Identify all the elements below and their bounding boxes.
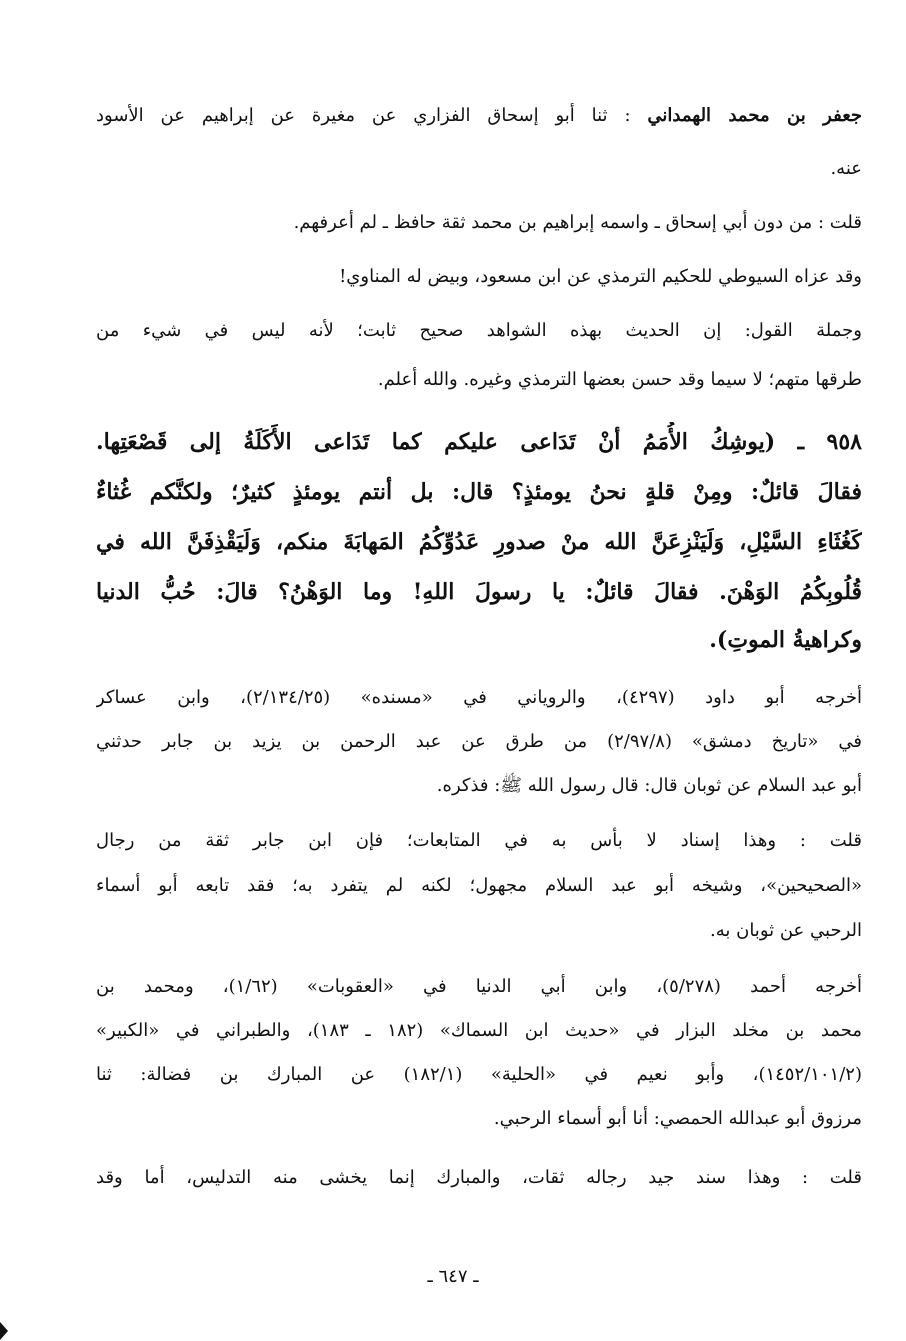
paragraph-2-line-1: قلت : من دون أبي إسحاق ـ واسمه إبراهيم بن محمد ثقة حافظ ـ لم أعرفهم.	[293, 212, 862, 233]
paragraph-8-line-1: قلت : وهذا سند جيد رجاله ثقات، والمبارك إنما يخشى منه التدليس، أما وقد	[96, 1167, 862, 1188]
paragraph-7-line-4: مرزوق أبو عبدالله الحمصي: أنا أبو أسماء الرحبي.	[493, 1108, 862, 1129]
hadith-line-5: وكراهيةُ الموتِ).	[709, 627, 862, 653]
narrator-name: جعفر بن محمد الهمداني	[647, 105, 862, 126]
hadith-line-4: قُلُوبِكُمُ الوَهْنَ. فقالَ قائلٌ: يا رسولَ اللهِ! وما الوَهْنُ؟ قالَ: حُبُّ الدنيا	[96, 579, 862, 605]
hadith-line-1: ٩٥٨ ـ (يوشِكُ الأُمَمُ أنْ تَدَاعى عليكم كما تَدَاعى الأَكَلَةُ إلى قَصْعَتِها.	[96, 429, 862, 455]
paragraph-6-line-1: قلت : وهذا إسناد لا بأس به في المتابعات؛ فإن ابن جابر ثقة من رجال	[96, 830, 862, 851]
hadith-line-2: فقالَ قائلٌ: ومِنْ قلةٍ نحنُ يومئذٍ؟ قال: بل أنتم يومئذٍ كثيرٌ؛ ولكنَّكم غُثاءٌ	[96, 479, 862, 505]
paragraph-4-line-1: وجملة القول: إن الحديث بهذه الشواهد صحيح ثابت؛ لأنه ليس في شيء من	[96, 320, 862, 341]
paragraph-6-line-3: الرحبي عن ثوبان به.	[710, 920, 862, 941]
page-number: ـ ٦٤٧ ـ	[427, 1266, 479, 1287]
paragraph-7-line-3: (١٤٥٢/١٠١/٢)، وأبو نعيم في «الحلية» (١٨٢/١) عن المبارك بن فضالة: ثنا	[96, 1064, 862, 1085]
paragraph-5-line-2: في «تاريخ دمشق» (٢/٩٧/٨) من طرق عن عبد الرحمن بن يزيد بن جابر حدثني	[96, 731, 862, 752]
corner-mark	[0, 1322, 8, 1340]
paragraph-6-line-2: «الصحيحين»، وشيخه أبو عبد السلام مجهول؛ لكنه لم يتفرد به؛ فقد تابعه أبو أسماء	[96, 875, 862, 896]
paragraph-3-line-1: وقد عزاه السيوطي للحكيم الترمذي عن ابن مسعود، وبيض له المناوي!	[339, 266, 862, 287]
hadith-line-3: كَغُثَاءِ السَّيْلِ، وَلَيَنْزِعَنَّ الله منْ صدورِ عَدُوِّكُمُ المَهابَةَ منكم، وَلَيَقْذِفَنَّ الله في	[96, 529, 862, 555]
paragraph-1-line-2: عنه.	[830, 158, 862, 179]
paragraph-1-line-1	[96, 101, 862, 131]
paragraph-4-line-2: طرقها متهم؛ لا سيما وقد حسن بعضها الترمذي وغيره. والله أعلم.	[377, 369, 862, 390]
paragraph-5-line-3: أبو عبد السلام عن ثوبان قال: قال رسول الله ﷺ: فذكره.	[436, 775, 862, 796]
paragraph-1-line-1-text: : ثنا أبو إسحاق الفزاري عن مغيرة عن إبراهيم عن الأسود	[96, 105, 631, 126]
paragraph-7-line-2: محمد بن مخلد البزار في «حديث ابن السماك» (١٨٢ ـ ١٨٣)، والطبراني في «الكبير»	[96, 1020, 862, 1041]
paragraph-7-line-1: أخرجه أحمد (٥/٢٧٨)، وابن أبي الدنيا في «العقوبات» (١/٦٢)، ومحمد بن	[96, 976, 862, 997]
paragraph-5-line-1: أخرجه أبو داود (٤٢٩٧)، والروياني في «مسنده» (٢/١٣٤/٢٥)، وابن عساكر	[96, 687, 862, 708]
